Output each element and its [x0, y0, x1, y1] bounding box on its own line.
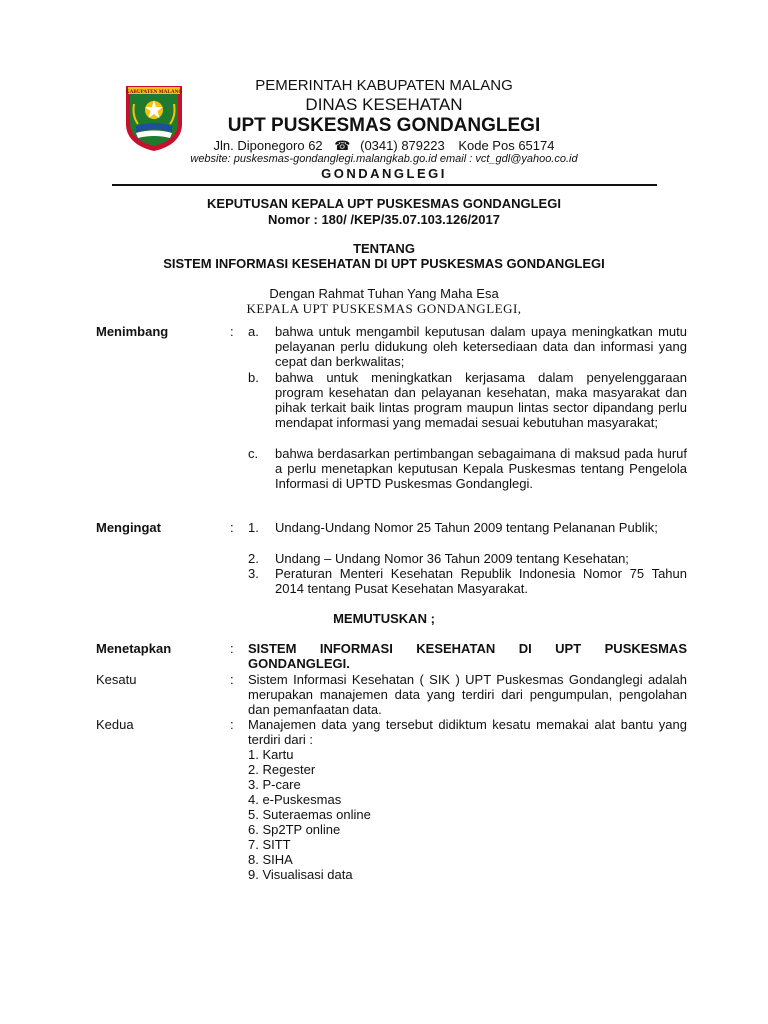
postal-code: Kode Pos 65174 [458, 138, 555, 153]
phone-number: (0341) 879223 [360, 138, 445, 153]
menimbang-c-text: bahwa berdasarkan pertimbangan sebagaimana di maksud pada huruf a perlu menetapkan keputusan Kepala Puskesmas tentang Pengelola Informasi di UPTD Puskesmas Gondanglegi. [275, 446, 687, 491]
mengingat-label: Mengingat [96, 520, 161, 535]
menimbang-c-marker: c. [248, 446, 259, 461]
menetapkan-text: SISTEM INFORMASI KESEHATAN DI UPT PUSKESMAS GONDANGLEGI. [248, 641, 687, 671]
menimbang-b-text: bahwa untuk meningkatkan kerjasama dalam penyelenggaraan program kesehatan dan pelayanan kesehatan, maka masyarakat dan pihak terkait baik lintas program maupun lintas sector dipandang perlu mendapat informasi yang memadai sesuai kebutuhan masyarakat; [275, 370, 687, 430]
decree-number: Nomor : 180/ /KEP/35.07.103.126/2017 [268, 212, 500, 227]
memutuskan-heading: MEMUTUSKAN ; [333, 611, 435, 626]
menimbang-a-marker: a. [248, 324, 259, 339]
mengingat-1-marker: 1. [248, 520, 259, 535]
menetapkan-colon: : [230, 641, 234, 656]
menimbang-b-marker: b. [248, 370, 259, 385]
kedua-label: Kedua [96, 717, 134, 732]
menetapkan-label: Menetapkan [96, 641, 172, 656]
tool-list-item: 9. Visualisasi data [248, 867, 353, 882]
mengingat-1-text: Undang-Undang Nomor 25 Tahun 2009 tentang Pelananan Publik; [275, 520, 658, 535]
decree-head: KEPALA UPT PUSKESMAS GONDANGLEGI, [246, 301, 522, 316]
kedua-text: Manajemen data yang tersebut didiktum kesatu memakai alat bantu yang terdiri dari : [248, 717, 687, 747]
kesatu-text: Sistem Informasi Kesehatan ( SIK ) UPT Puskesmas Gondanglegi adalah merupakan manajemen data yang terdiri dari pengumpulan, pengolahan dan pemanfaatan data. [248, 672, 687, 717]
kesatu-label: Kesatu [96, 672, 137, 687]
mengingat-3-text: Peraturan Menteri Kesehatan Republik Indonesia Nomor 75 Tahun 2014 tentang Pusat Kesehatan Masyarakat. [275, 566, 687, 596]
decree-title: KEPUTUSAN KEPALA UPT PUSKESMAS GONDANGLEGI [207, 196, 561, 211]
mengingat-3-marker: 3. [248, 566, 259, 581]
address: Jln. Diponegoro 62 [213, 138, 323, 153]
tool-list-item: 8. SIHA [248, 852, 293, 867]
kesatu-colon: : [230, 672, 234, 687]
tool-list-item: 5. Suteraemas online [248, 807, 371, 822]
decree-blessing: Dengan Rahmat Tuhan Yang Maha Esa [269, 286, 499, 301]
tool-list-item: 3. P-care [248, 777, 301, 792]
logo-banner-text: KABUPATEN MALANG [125, 88, 183, 95]
letterhead-institution: UPT PUSKESMAS GONDANGLEGI [227, 115, 541, 136]
tool-list-item: 7. SITT [248, 837, 291, 852]
tool-list-item: 4. e-Puskesmas [248, 792, 342, 807]
tool-list-item: 2. Regester [248, 762, 316, 777]
letterhead-city: GONDANGLEGI [321, 166, 447, 181]
menimbang-colon: : [230, 324, 234, 339]
decree-tentang: TENTANG [353, 241, 415, 256]
mengingat-2-marker: 2. [248, 551, 259, 566]
letterhead-department: DINAS KESEHATAN [305, 95, 463, 114]
decree-subject: SISTEM INFORMASI KESEHATAN DI UPT PUSKESMAS GONDANGLEGI [163, 256, 605, 271]
mengingat-2-text: Undang – Undang Nomor 36 Tahun 2009 tentang Kesehatan; [275, 551, 629, 566]
letterhead-website: website: puskesmas-gondanglegi.malangkab.go.id email : vct_gdl@yahoo.co.id [190, 153, 578, 165]
menimbang-label: Menimbang [96, 324, 169, 339]
letterhead-divider [112, 184, 657, 186]
letterhead-government: PEMERINTAH KABUPATEN MALANG [255, 77, 513, 94]
tool-list-item: 1. Kartu [248, 747, 294, 762]
letterhead-address-line [0, 138, 768, 154]
phone-icon: ☎ [334, 138, 351, 153]
tool-list-item: 6. Sp2TP online [248, 822, 341, 837]
kedua-colon: : [230, 717, 234, 732]
menimbang-a-text: bahwa untuk mengambil keputusan dalam upaya meningkatkan mutu pelayanan perlu didukung oleh ketersediaan data dan informasi yang cepat dan berkwalitas; [275, 324, 687, 369]
mengingat-colon: : [230, 520, 234, 535]
